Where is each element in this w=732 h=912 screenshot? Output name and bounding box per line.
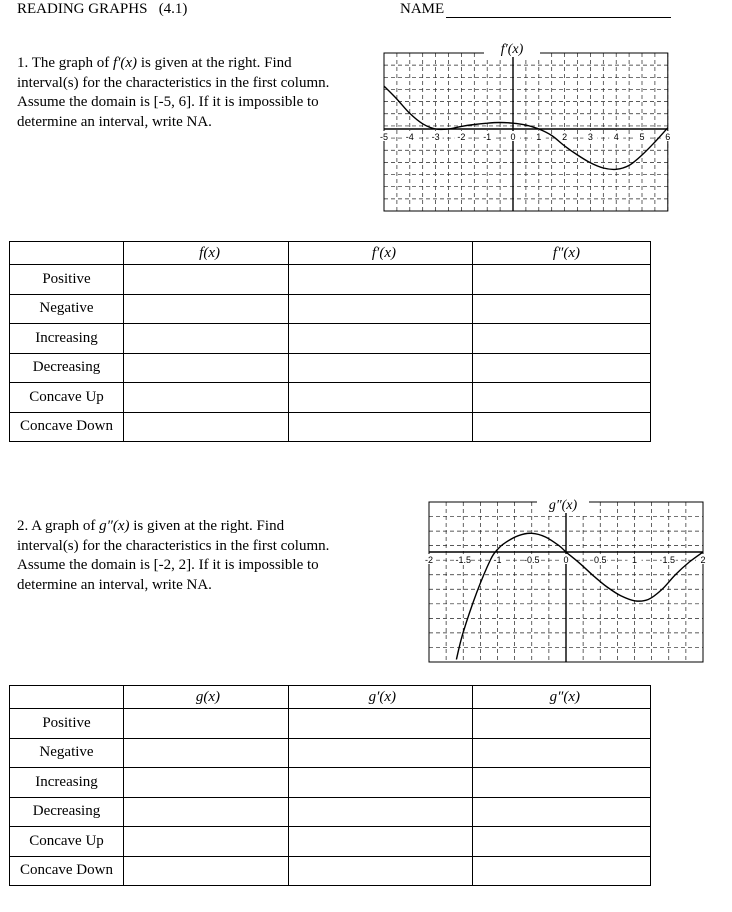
answer-cell[interactable]: [124, 768, 289, 798]
problem2-line3: Assume the domain is [-2, 2]. If it is impossible to: [17, 557, 319, 573]
x-tick-label: 0: [563, 555, 569, 565]
answer-cell[interactable]: [473, 856, 651, 886]
problem2-line2: interval(s) for the characteristics in the first column.: [17, 537, 330, 554]
column-header: f″(x): [473, 242, 651, 265]
problem1-instructions: [17, 54, 362, 132]
answer-cell[interactable]: [473, 294, 651, 324]
x-tick-label: 1: [536, 132, 542, 142]
problem1-text-b: is given at the right. Find: [140, 55, 292, 71]
row-label: Negative: [10, 294, 124, 324]
graph2-axes: [429, 502, 706, 662]
x-tick-label: 0: [510, 132, 516, 142]
column-header: g′(x): [289, 686, 473, 709]
problem2-text-b: is given at the right. Find: [133, 518, 285, 534]
table-row: [10, 768, 651, 798]
x-tick-label: -4: [405, 132, 414, 142]
problem1-table: [9, 241, 651, 442]
answer-cell[interactable]: [473, 827, 651, 857]
answer-cell[interactable]: [289, 294, 473, 324]
answer-cell[interactable]: [124, 294, 289, 324]
row-label: Decreasing: [10, 353, 124, 383]
answer-cell[interactable]: [124, 709, 289, 739]
problem1-line2: interval(s) for the characteristics in the first column.: [17, 74, 330, 91]
answer-cell[interactable]: [289, 353, 473, 383]
answer-cell[interactable]: [289, 265, 473, 295]
problem2-function: g″(x): [99, 518, 130, 534]
x-tick-label: -5: [380, 132, 389, 142]
row-label: Concave Up: [10, 383, 124, 413]
table-header-row: [10, 686, 651, 709]
name-label: NAME: [400, 1, 445, 17]
table-row: [10, 412, 651, 442]
x-tick-label: 3: [587, 132, 593, 142]
answer-cell[interactable]: [289, 709, 473, 739]
table-corner-cell: [10, 242, 124, 265]
answer-cell[interactable]: [473, 383, 651, 413]
answer-cell[interactable]: [124, 827, 289, 857]
row-label: Positive: [10, 265, 124, 295]
x-tick-label: 2: [700, 555, 706, 565]
answer-cell[interactable]: [473, 738, 651, 768]
table-row: [10, 324, 651, 354]
answer-cell[interactable]: [124, 412, 289, 442]
table-row: [10, 383, 651, 413]
table-corner-cell: [10, 686, 124, 709]
column-header: g″(x): [473, 686, 651, 709]
answer-cell[interactable]: [289, 856, 473, 886]
title-text: READING GRAPHS: [17, 1, 148, 17]
name-field-line[interactable]: [446, 17, 671, 18]
section-number: (4.1): [158, 1, 188, 17]
table-row: [10, 827, 651, 857]
row-label: Concave Up: [10, 827, 124, 857]
answer-cell[interactable]: [124, 383, 289, 413]
problem2-instructions: [17, 517, 362, 595]
answer-cell[interactable]: [289, 324, 473, 354]
row-label: Positive: [10, 709, 124, 739]
problem1-text-a: The graph of: [31, 55, 110, 71]
row-label: Negative: [10, 738, 124, 768]
table-row: [10, 856, 651, 886]
x-tick-label: 2: [562, 132, 568, 142]
answer-cell[interactable]: [289, 797, 473, 827]
problem2-table: [9, 685, 651, 886]
row-label: Increasing: [10, 768, 124, 798]
x-tick-label: -1: [493, 555, 502, 565]
answer-cell[interactable]: [473, 412, 651, 442]
x-tick-label: -3: [431, 132, 440, 142]
problem1-function: f′(x): [112, 55, 138, 71]
f-prime-graph: [380, 38, 672, 216]
answer-cell[interactable]: [473, 265, 651, 295]
x-tick-label: 6: [665, 132, 671, 142]
x-tick-label: -1.5: [455, 555, 472, 565]
answer-cell[interactable]: [289, 383, 473, 413]
answer-cell[interactable]: [289, 412, 473, 442]
x-tick-label: -0.5: [523, 555, 540, 565]
column-header: g(x): [124, 686, 289, 709]
problem2-line4: determine an interval, write NA.: [17, 576, 212, 593]
graph2-tick-labels: [424, 554, 710, 565]
answer-cell[interactable]: [124, 738, 289, 768]
answer-cell[interactable]: [124, 353, 289, 383]
row-label: Concave Down: [10, 412, 124, 442]
answer-cell[interactable]: [473, 709, 651, 739]
graph1-title: f′(x): [500, 42, 524, 57]
answer-cell[interactable]: [124, 856, 289, 886]
x-tick-label: 1.5: [662, 555, 676, 565]
graph2-title: g″(x): [548, 498, 578, 513]
x-tick-label: -2: [424, 555, 434, 565]
answer-cell[interactable]: [473, 768, 651, 798]
x-tick-label: -2: [457, 132, 466, 142]
problem2-line1: [17, 517, 362, 537]
answer-cell[interactable]: [124, 324, 289, 354]
answer-cell[interactable]: [289, 738, 473, 768]
table-row: [10, 797, 651, 827]
table-row: [10, 709, 651, 739]
answer-cell[interactable]: [124, 265, 289, 295]
column-header: f′(x): [289, 242, 473, 265]
row-label: Decreasing: [10, 797, 124, 827]
problem1-number: 1.: [17, 55, 29, 71]
table-row: [10, 738, 651, 768]
answer-cell[interactable]: [289, 768, 473, 798]
answer-cell[interactable]: [124, 797, 289, 827]
x-tick-label: -1: [483, 132, 492, 142]
problem1-line1: [17, 54, 362, 74]
graph1-grid: [384, 53, 671, 211]
problem2-number: 2.: [17, 518, 29, 534]
problem1-line3: Assume the domain is [-5, 6]. If it is impossible to: [17, 94, 319, 110]
column-header: f(x): [124, 242, 289, 265]
g-double-prime-graph: [424, 494, 710, 666]
table-row: [10, 353, 651, 383]
table-row: [10, 294, 651, 324]
x-tick-label: 1: [631, 555, 638, 565]
row-label: Concave Down: [10, 856, 124, 886]
problem2-text-a: A graph of: [31, 518, 96, 534]
answer-cell[interactable]: [473, 353, 651, 383]
table-header-row: [10, 242, 651, 265]
answer-cell[interactable]: [473, 797, 651, 827]
table-row: [10, 265, 651, 295]
x-tick-label: 0.5: [593, 555, 607, 565]
answer-cell[interactable]: [289, 827, 473, 857]
x-tick-label: 4: [613, 132, 619, 142]
worksheet-title: [17, 1, 187, 18]
problem1-line4: determine an interval, write NA.: [17, 113, 212, 130]
row-label: Increasing: [10, 324, 124, 354]
x-tick-label: 5: [639, 132, 645, 142]
answer-cell[interactable]: [473, 324, 651, 354]
